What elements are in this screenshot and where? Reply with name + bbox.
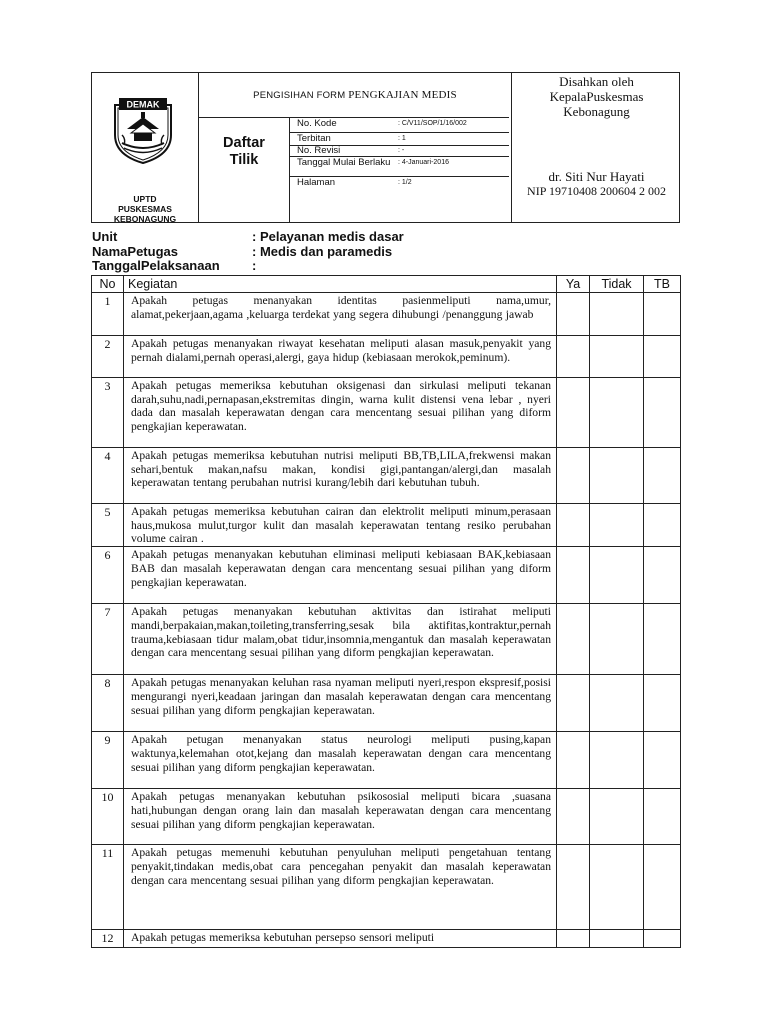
doc-type-line: Tilik (229, 152, 259, 168)
doc-type-line: Daftar (223, 135, 265, 151)
info-label: Unit (92, 229, 118, 244)
table-row (92, 675, 681, 732)
title-prefix: PENGISIHAN FORM (253, 89, 346, 101)
approval-line: KepalaPuskesmas (549, 89, 644, 104)
check-cell-tidak[interactable] (590, 448, 644, 504)
row-activity: Apakah petugan menanyakan status neurologi meliputi pusing,kapan waktunya,kelemahan otot,kejang dan masalah keperawatan dengan cara mencentang sesuai pilihan yang diform pengkajian keperawatan. (124, 732, 557, 789)
check-cell-tb[interactable] (644, 504, 681, 547)
check-cell-tidak[interactable] (590, 604, 644, 675)
table-row (92, 789, 681, 845)
check-cell-ya[interactable] (557, 845, 590, 930)
check-cell-ya[interactable] (557, 448, 590, 504)
meta-value: : - (398, 147, 405, 154)
row-activity: Apakah petugas memeriksa kebutuhan persepso sensori meliputi (124, 930, 557, 948)
row-number: 11 (92, 845, 124, 930)
logo-text: DEMAK (126, 99, 160, 110)
check-cell-tb[interactable] (644, 732, 681, 789)
row-number: 7 (92, 604, 124, 675)
table-header-row (92, 276, 681, 293)
row-activity: Apakah petugas menanyakan kebutuhan psikososial meliputi bicara ,suasana hati,hubungan dengan orang lain dan masalah keperawatan dengan cara mencentang sesuai pilihan yang diform pengkajian keperawatan. (124, 789, 557, 845)
check-cell-ya[interactable] (557, 504, 590, 547)
org-line: KEBONAGUNG (113, 214, 177, 224)
row-number: 3 (92, 378, 124, 448)
meta-row-halaman (290, 177, 511, 189)
column-header-tb: TB (644, 276, 681, 293)
row-number: 6 (92, 547, 124, 604)
check-cell-tb[interactable] (644, 547, 681, 604)
meta-label: No. Kode (297, 118, 337, 129)
row-activity: Apakah petugas memeriksa kebutuhan cairan dan elektrolit meliputi minum,perasaan haus,mukosa mulut,turgor kulit dan masalah keperawatan tentang resiko perubahan volume cairan . (124, 504, 557, 547)
table-row (92, 732, 681, 789)
check-cell-tb[interactable] (644, 930, 681, 948)
row-number: 2 (92, 336, 124, 378)
table-row (92, 504, 681, 547)
info-value: : Pelayanan medis dasar (252, 229, 404, 244)
column-header-ya: Ya (557, 276, 590, 293)
meta-label: Terbitan (297, 133, 331, 144)
check-cell-ya[interactable] (557, 930, 590, 948)
column-header-no: No (92, 276, 124, 293)
check-cell-ya[interactable] (557, 547, 590, 604)
table-row (92, 845, 681, 930)
row-activity: Apakah petugas memeriksa kebutuhan nutrisi meliputi BB,TB,LILA,frekwensi makan sehari,bentuk makan,nafsu makan, kondisi gigi,pantangan/alergi,dan masalah keperawatan tentang perubahan nutrisi kurang/lebih dari kebutuhan tubuh. (124, 448, 557, 504)
table-row (92, 378, 681, 448)
check-cell-tidak[interactable] (590, 930, 644, 948)
column-header-tidak: Tidak (590, 276, 644, 293)
info-label: NamaPetugas (92, 244, 178, 259)
row-activity: Apakah petugas menanyakan kebutuhan aktivitas dan istirahat meliputi mandi,berpakaian,makan,toileting,transferring,sesak bila aktifitas,kontraktur,pernah trauma,kebiasaan tidur malam,obat tidur,insomnia,mengantuk dan masalah keperawatan dengan cara mencentang sesuai pilihan yang diform pengkajian keperawatan. (124, 604, 557, 675)
document-type (199, 135, 289, 169)
check-cell-ya[interactable] (557, 675, 590, 732)
meta-value: : 1 (398, 135, 406, 142)
row-activity: Apakah petugas menanyakan kebutuhan eliminasi meliputi kebiasaan BAK,kebiasaan BAB dan masalah keperawatan dengan cara mencentang sesuai pilihan yang diform pengkajian keperawatan. (124, 547, 557, 604)
meta-label: No. Revisi (297, 145, 341, 156)
check-cell-ya[interactable] (557, 293, 590, 336)
meta-label: Halaman (297, 177, 336, 188)
check-cell-tidak[interactable] (590, 845, 644, 930)
meta-value: : 1/2 (398, 179, 412, 186)
check-cell-tidak[interactable] (590, 732, 644, 789)
check-cell-ya[interactable] (557, 604, 590, 675)
column-header-kegiatan: Kegiatan (124, 276, 557, 293)
row-number: 9 (92, 732, 124, 789)
check-cell-tb[interactable] (644, 378, 681, 448)
table-row (92, 547, 681, 604)
check-cell-tb[interactable] (644, 336, 681, 378)
check-cell-tidak[interactable] (590, 504, 644, 547)
meta-row-terbitan (290, 133, 511, 145)
check-cell-tidak[interactable] (590, 547, 644, 604)
demak-logo (110, 95, 176, 165)
approval-name: dr. Siti Nur Hayati (548, 169, 645, 184)
table-row (92, 604, 681, 675)
info-value: : (252, 258, 257, 273)
title-main: PENGKAJIAN MEDIS (348, 89, 457, 101)
row-activity: Apakah petugas menanyakan identitas pasienmeliputi nama,umur, alamat,pekerjaan,agama ,keluarga terdekat yang segera dihubungi /penanggung jawab (124, 293, 557, 336)
row-number: 5 (92, 504, 124, 547)
check-cell-tidak[interactable] (590, 789, 644, 845)
table-row (92, 448, 681, 504)
table-row (92, 336, 681, 378)
row-activity: Apakah petugas menanyakan riwayat kesehatan meliputi alasan masuk,penyakit yang pernah dialami,pernah operasi,alergi, gaya hidup (kebiasaan merokok,peminum). (124, 336, 557, 378)
checklist-table (91, 275, 681, 948)
row-activity: Apakah petugas memenuhi kebutuhan penyuluhan meliputi pengetahuan tentang penyakit,tindakan medis,obat cara pencegahan penyakit dan masalah keperawatan dengan cara mencentang sesuai pilihan yang diform pengkajian keperawatan. (124, 845, 557, 930)
meta-label: Tanggal Mulai Berlaku (297, 157, 391, 168)
table-row (92, 293, 681, 336)
row-number: 1 (92, 293, 124, 336)
check-cell-ya[interactable] (557, 789, 590, 845)
row-number: 4 (92, 448, 124, 504)
document-title (199, 73, 511, 117)
meta-value: : C/V11/SOP/1/16/002 (398, 120, 467, 127)
meta-value: : 4-Januari-2016 (398, 159, 449, 166)
check-cell-tb[interactable] (644, 604, 681, 675)
check-cell-tidak[interactable] (590, 293, 644, 336)
document-header (91, 72, 680, 223)
meta-row-revisi (290, 146, 511, 156)
check-cell-ya[interactable] (557, 732, 590, 789)
check-cell-tidak[interactable] (590, 675, 644, 732)
org-line: PUSKESMAS (118, 204, 172, 214)
approval-nip: NIP 19710408 200604 2 002 (527, 184, 666, 198)
check-cell-tidak[interactable] (590, 336, 644, 378)
check-cell-tb[interactable] (644, 845, 681, 930)
meta-row-tanggal (290, 157, 511, 176)
check-cell-tidak[interactable] (590, 378, 644, 448)
row-number: 10 (92, 789, 124, 845)
row-number: 12 (92, 930, 124, 948)
check-cell-ya[interactable] (557, 378, 590, 448)
row-number: 8 (92, 675, 124, 732)
org-line: UPTD (133, 194, 157, 204)
check-cell-tb[interactable] (644, 789, 681, 845)
meta-row-kode (290, 118, 511, 132)
check-cell-ya[interactable] (557, 336, 590, 378)
approval-line: Kebonagung (563, 104, 630, 119)
info-label: TanggalPelaksanaan (92, 258, 220, 273)
row-activity: Apakah petugas menanyakan keluhan rasa nyaman meliputi nyeri,respon ekspresif,posisi mengurangi nyeri,keadaan jaringan dan masalah keperawatan dengan cara mencentang sesuai pilihan yang diform pengkajian keperawatan. (124, 675, 557, 732)
check-cell-tb[interactable] (644, 293, 681, 336)
organization-name (92, 194, 198, 224)
check-cell-tb[interactable] (644, 448, 681, 504)
approval-line: Disahkan oleh (559, 74, 634, 89)
info-value: : Medis dan paramedis (252, 244, 393, 259)
row-activity: Apakah petugas memeriksa kebutuhan oksigenasi dan sirkulasi meliputi tekanan darah,suhu,nadi,pernapasan,ekstremitas dingin, warna kulit distensi vena lebar , nyeri dada dan masalah keperawatan dengan cara mencentang sesuai pilihan yang diform pengkajian keperawatan. (124, 378, 557, 448)
check-cell-tb[interactable] (644, 675, 681, 732)
table-row (92, 930, 681, 948)
